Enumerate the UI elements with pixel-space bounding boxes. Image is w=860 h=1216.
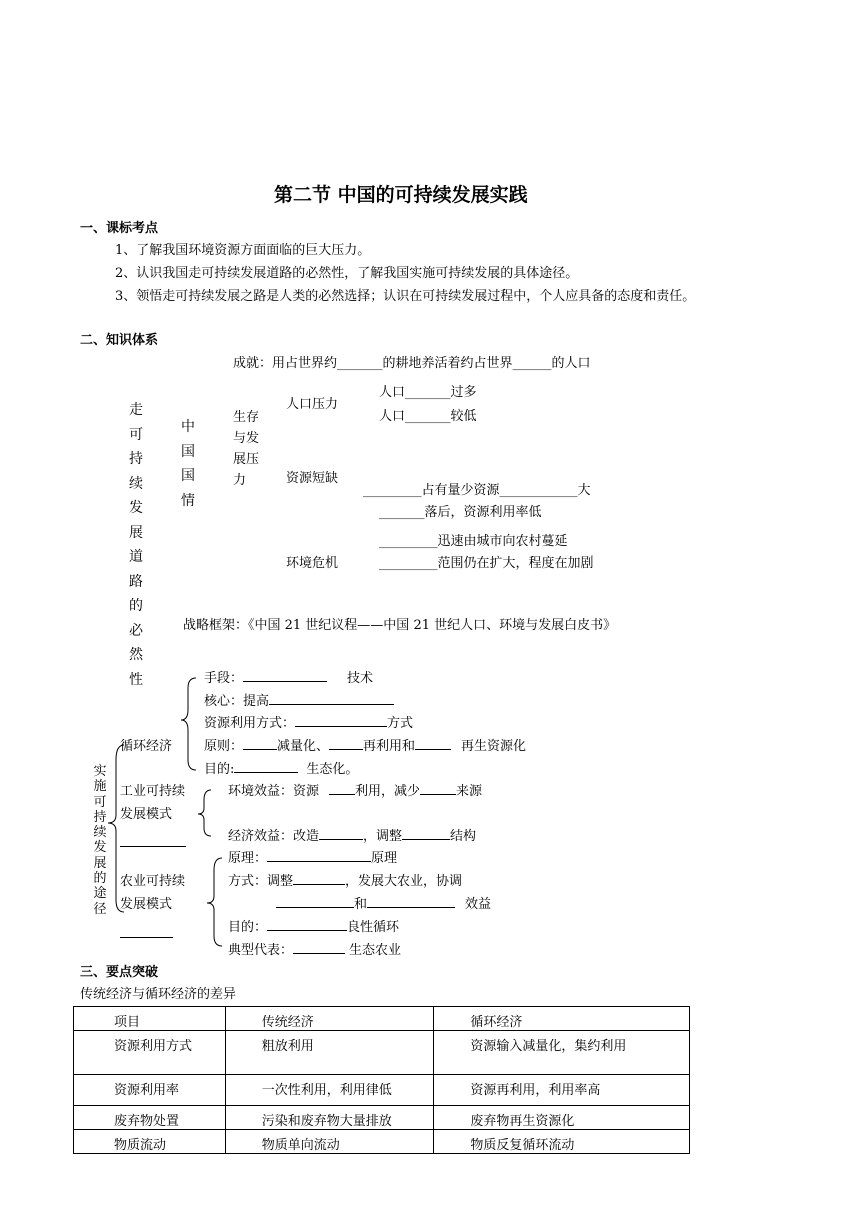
agri-method-suffix: ，发展大农业，协调 <box>345 874 463 889</box>
agri-method-prefix: 方式：调整 <box>228 874 294 889</box>
section1-item-1: 1、了解我国环境资源方面面临的巨大压力。 <box>115 243 371 258</box>
blank <box>293 883 345 885</box>
industry-env-benefit <box>228 785 482 798</box>
agri-goal-suffix: 良性循环 <box>347 920 400 935</box>
industry-label-1: 工业可持续 <box>120 784 186 799</box>
blank <box>329 793 355 795</box>
table-row <box>74 1075 690 1106</box>
page-title: 第二节 中国的可持续发展实践 <box>274 184 528 206</box>
agri-blank-line <box>120 937 173 938</box>
comparison-table <box>73 1006 690 1154</box>
section1-heading: 一、课标考点 <box>80 221 159 236</box>
header-cell: 循环经济 <box>434 1007 690 1031</box>
table-cell: 资源利用方式 <box>74 1031 226 1075</box>
industry-econ-benefit <box>228 830 476 843</box>
agri-benefit-mid: 和 <box>354 897 368 912</box>
circular-label: 循环经济 <box>120 739 173 754</box>
agri-example <box>228 944 401 957</box>
core-prefix: 核心：提高 <box>204 694 270 709</box>
res-item-1: _________占有量少资源____________大 <box>363 483 591 498</box>
table-row <box>74 1130 690 1154</box>
header-cell: 项目 <box>74 1007 226 1031</box>
blank <box>234 771 298 773</box>
section2-heading: 二、知识体系 <box>80 333 159 348</box>
circular-core <box>204 695 394 708</box>
blank <box>329 748 363 750</box>
table-cell: 物质单向流动 <box>225 1130 434 1154</box>
blank <box>319 838 363 840</box>
agri-label-2: 发展模式 <box>120 897 173 912</box>
principle-mid1: 减量化、 <box>277 739 330 754</box>
principle-mid2: 再利用和 <box>363 739 416 754</box>
pop-item-2: 人口_______较低 <box>379 409 477 424</box>
strategy-framework: 战略框架：《中国 21 世纪议程——中国 21 世纪人口、环境与发展白皮书》 <box>183 618 617 633</box>
agri-benefit-suffix: 效益 <box>465 897 492 912</box>
blank <box>276 906 354 908</box>
usage-prefix: 资源利用方式： <box>204 716 296 731</box>
table-cell: 污染和废弃物大量排放 <box>225 1106 434 1130</box>
blank <box>415 748 451 750</box>
blank <box>367 906 455 908</box>
blank <box>267 929 347 931</box>
table-cell: 资源输入减量化，集约利用 <box>434 1031 690 1075</box>
table-cell: 废弃物处置 <box>74 1106 226 1130</box>
population-pressure: 人口压力 <box>286 397 339 412</box>
env-prefix: 环境效益：资源 <box>228 784 320 799</box>
circular-means <box>204 672 373 685</box>
necessity-label: 走可持续发展道路的必然性 <box>129 402 143 688</box>
table-header-row <box>74 1007 690 1031</box>
table-row <box>74 1106 690 1130</box>
principle-prefix: 原则： <box>204 739 244 754</box>
blank <box>293 952 345 954</box>
agri-principle-suffix: 原理 <box>371 851 398 866</box>
table-cell: 资源再利用，利用率高 <box>434 1075 690 1106</box>
agri-method <box>228 875 462 888</box>
china-conditions-label: 中国国情 <box>181 419 195 509</box>
achievement-line: 成就：用占世界约_______的耕地养活着约占世界______的人口 <box>233 356 591 371</box>
econ-prefix: 经济效益：改造 <box>228 829 320 844</box>
blank <box>420 793 456 795</box>
table-cell: 废弃物再生资源化 <box>434 1106 690 1130</box>
agri-principle-prefix: 原理： <box>228 851 268 866</box>
agri-benefit <box>276 898 491 911</box>
pop-item-1: 人口_______过多 <box>379 385 477 400</box>
econ-suffix: 结构 <box>450 829 477 844</box>
circular-usage <box>204 717 413 730</box>
blank <box>267 860 371 862</box>
agri-principle <box>228 852 397 865</box>
implement-label: 实施可持续发展的途径 <box>93 764 107 917</box>
agri-label-1: 农业可持续 <box>120 874 186 889</box>
header-cell: 传统经济 <box>225 1007 434 1031</box>
blank <box>243 680 327 682</box>
goal-prefix: 目的: <box>204 762 235 777</box>
means-suffix: 技术 <box>347 671 374 686</box>
section1-item-3: 3、领悟走可持续发展之路是人类的必然选择；认识在可持续发展过程中，个人应具备的态度和责任。 <box>115 289 696 304</box>
table-cell: 粗放利用 <box>225 1031 434 1075</box>
agri-example-prefix: 典型代表： <box>228 943 294 958</box>
env-mid: 利用，减少 <box>355 784 421 799</box>
usage-suffix: 方式 <box>387 716 414 731</box>
table-subtitle: 传统经济与循环经济的差异 <box>80 987 237 1002</box>
table-cell: 物质反复循环流动 <box>434 1130 690 1154</box>
agri-goal-prefix: 目的： <box>228 920 268 935</box>
environment-crisis: 环境危机 <box>286 556 339 571</box>
res-item-2: _______落后，资源利用率低 <box>379 505 542 520</box>
section3-heading: 三、要点突破 <box>80 965 159 980</box>
resource-shortage: 资源短缺 <box>286 471 339 486</box>
agri-example-suffix: 生态农业 <box>349 943 402 958</box>
circular-goal <box>204 763 358 776</box>
table-cell: 物质流动 <box>74 1130 226 1154</box>
table-cell: 资源利用率 <box>74 1075 226 1106</box>
industry-blank-line <box>120 846 186 847</box>
circular-principle <box>204 740 526 753</box>
env-item-1: _________迅速由城市向农村蔓延 <box>379 534 568 549</box>
section1-item-2: 2、认识我国走可持续发展道路的必然性，了解我国实施可持续发展的具体途径。 <box>115 266 579 281</box>
env-item-2: _________范围仍在扩大，程度在加剧 <box>379 556 594 571</box>
industry-label-2: 发展模式 <box>120 807 173 822</box>
econ-mid: ，调整 <box>363 829 403 844</box>
blank <box>269 703 394 705</box>
table-row <box>74 1031 690 1075</box>
blank <box>243 748 277 750</box>
blank <box>295 725 387 727</box>
survival-pressure-text: 生存与发展压力 <box>233 410 260 488</box>
goal-suffix: 生态化。 <box>306 762 359 777</box>
principle-suffix: 再生资源化 <box>461 739 527 754</box>
agri-goal <box>228 921 399 934</box>
blank <box>402 838 450 840</box>
means-prefix: 手段： <box>204 671 244 686</box>
table-cell: 一次性利用，利用律低 <box>225 1075 434 1106</box>
env-suffix: 来源 <box>456 784 483 799</box>
